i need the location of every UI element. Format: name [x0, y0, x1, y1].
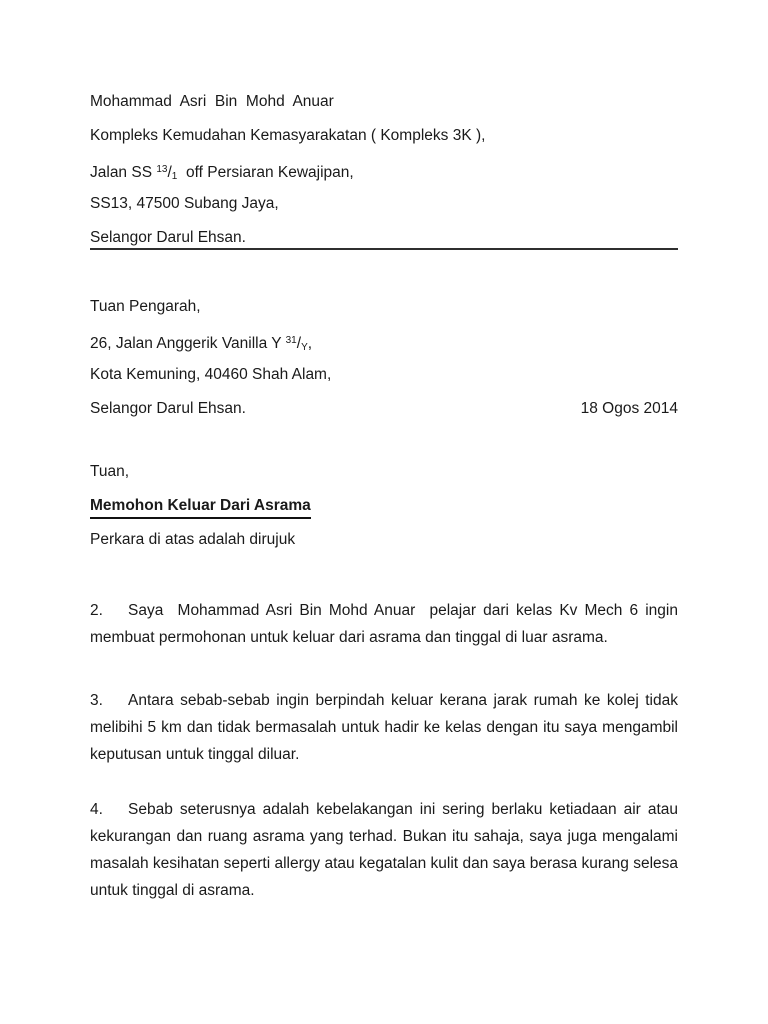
sender-address-slash: / [167, 164, 172, 181]
paragraph-3-text: Antara sebab-sebab ingin berpindah keluar kerana jarak rumah ke kolej tidak melibihi 5 km dan tidak bermasalah untuk hadir ke kelas dengan itu saya mengambil keputusan untuk tinggal diluar. [90, 692, 683, 763]
recipient-address-line-4: Selangor Darul Ehsan. [90, 400, 246, 417]
paragraph-3-number: 3. [90, 692, 103, 709]
salutation: Tuan, [90, 463, 130, 480]
letter-date: 18 Ogos 2014 [580, 400, 678, 417]
sender-address-line-4: SS13, 47500 Subang Jaya, [90, 195, 279, 212]
recipient-title: Tuan Pengarah, [90, 298, 201, 315]
subject-line [90, 496, 678, 519]
recipient-address-line-2 [90, 331, 678, 351]
recipient-address-slash: / [296, 335, 302, 352]
recipient-address-superscript: 31 [285, 335, 297, 346]
sender-address-line-3 [90, 160, 678, 180]
sender-name: Mohammad Asri Bin Mohd Anuar [90, 93, 334, 110]
paragraph-2 [90, 597, 683, 651]
recipient-address-line-3: Kota Kemuning, 40460 Shah Alam, [90, 366, 332, 383]
sender-address-superscript: 13 [156, 164, 168, 175]
sender-address-line-2: Kompleks Kemudahan Kemasyarakatan ( Kompleks 3K ), [90, 127, 486, 144]
recipient-address-line-2-suffix: , [307, 335, 313, 352]
recipient-address-subscript: Y [301, 342, 308, 353]
recipient-block [90, 297, 678, 419]
paragraph-2-text: Saya Mohammad Asri Bin Mohd Anuar pelajar dari kelas Kv Mech 6 ingin membuat permohonan untuk keluar dari asrama dan tinggal di luar asrama. [90, 602, 683, 646]
recipient-date-row [90, 399, 678, 419]
subject-text: Memohon Keluar Dari Asrama [90, 496, 311, 519]
paragraph-3 [90, 687, 683, 768]
recipient-address-line-2-prefix: 26, Jalan Anggerik Vanilla Y [90, 335, 286, 352]
sender-address-line-3-suffix: off Persiaran Kewajipan, [177, 164, 354, 181]
sender-address-line-5: Selangor Darul Ehsan. [90, 229, 246, 246]
reference-line: Perkara di atas adalah dirujuk [90, 531, 296, 548]
sender-block [90, 92, 678, 248]
paragraph-4-number: 4. [90, 801, 103, 818]
paragraph-2-number: 2. [90, 602, 103, 619]
address-divider [90, 248, 678, 250]
paragraph-4-text: Sebab seterusnya adalah kebelakangan ini sering berlaku ketiadaan air atau kekurangan dan ruang asrama yang terhad. Bukan itu sahaja, saya juga mengalami masalah kesihatan seperti allergy atau kegatalan kulit dan saya berasa kurang selesa untuk tinggal di asrama. [90, 801, 683, 899]
paragraph-4 [90, 796, 683, 904]
sender-address-subscript: 1 [171, 171, 178, 182]
sender-address-line-3-prefix: Jalan SS [90, 164, 157, 181]
